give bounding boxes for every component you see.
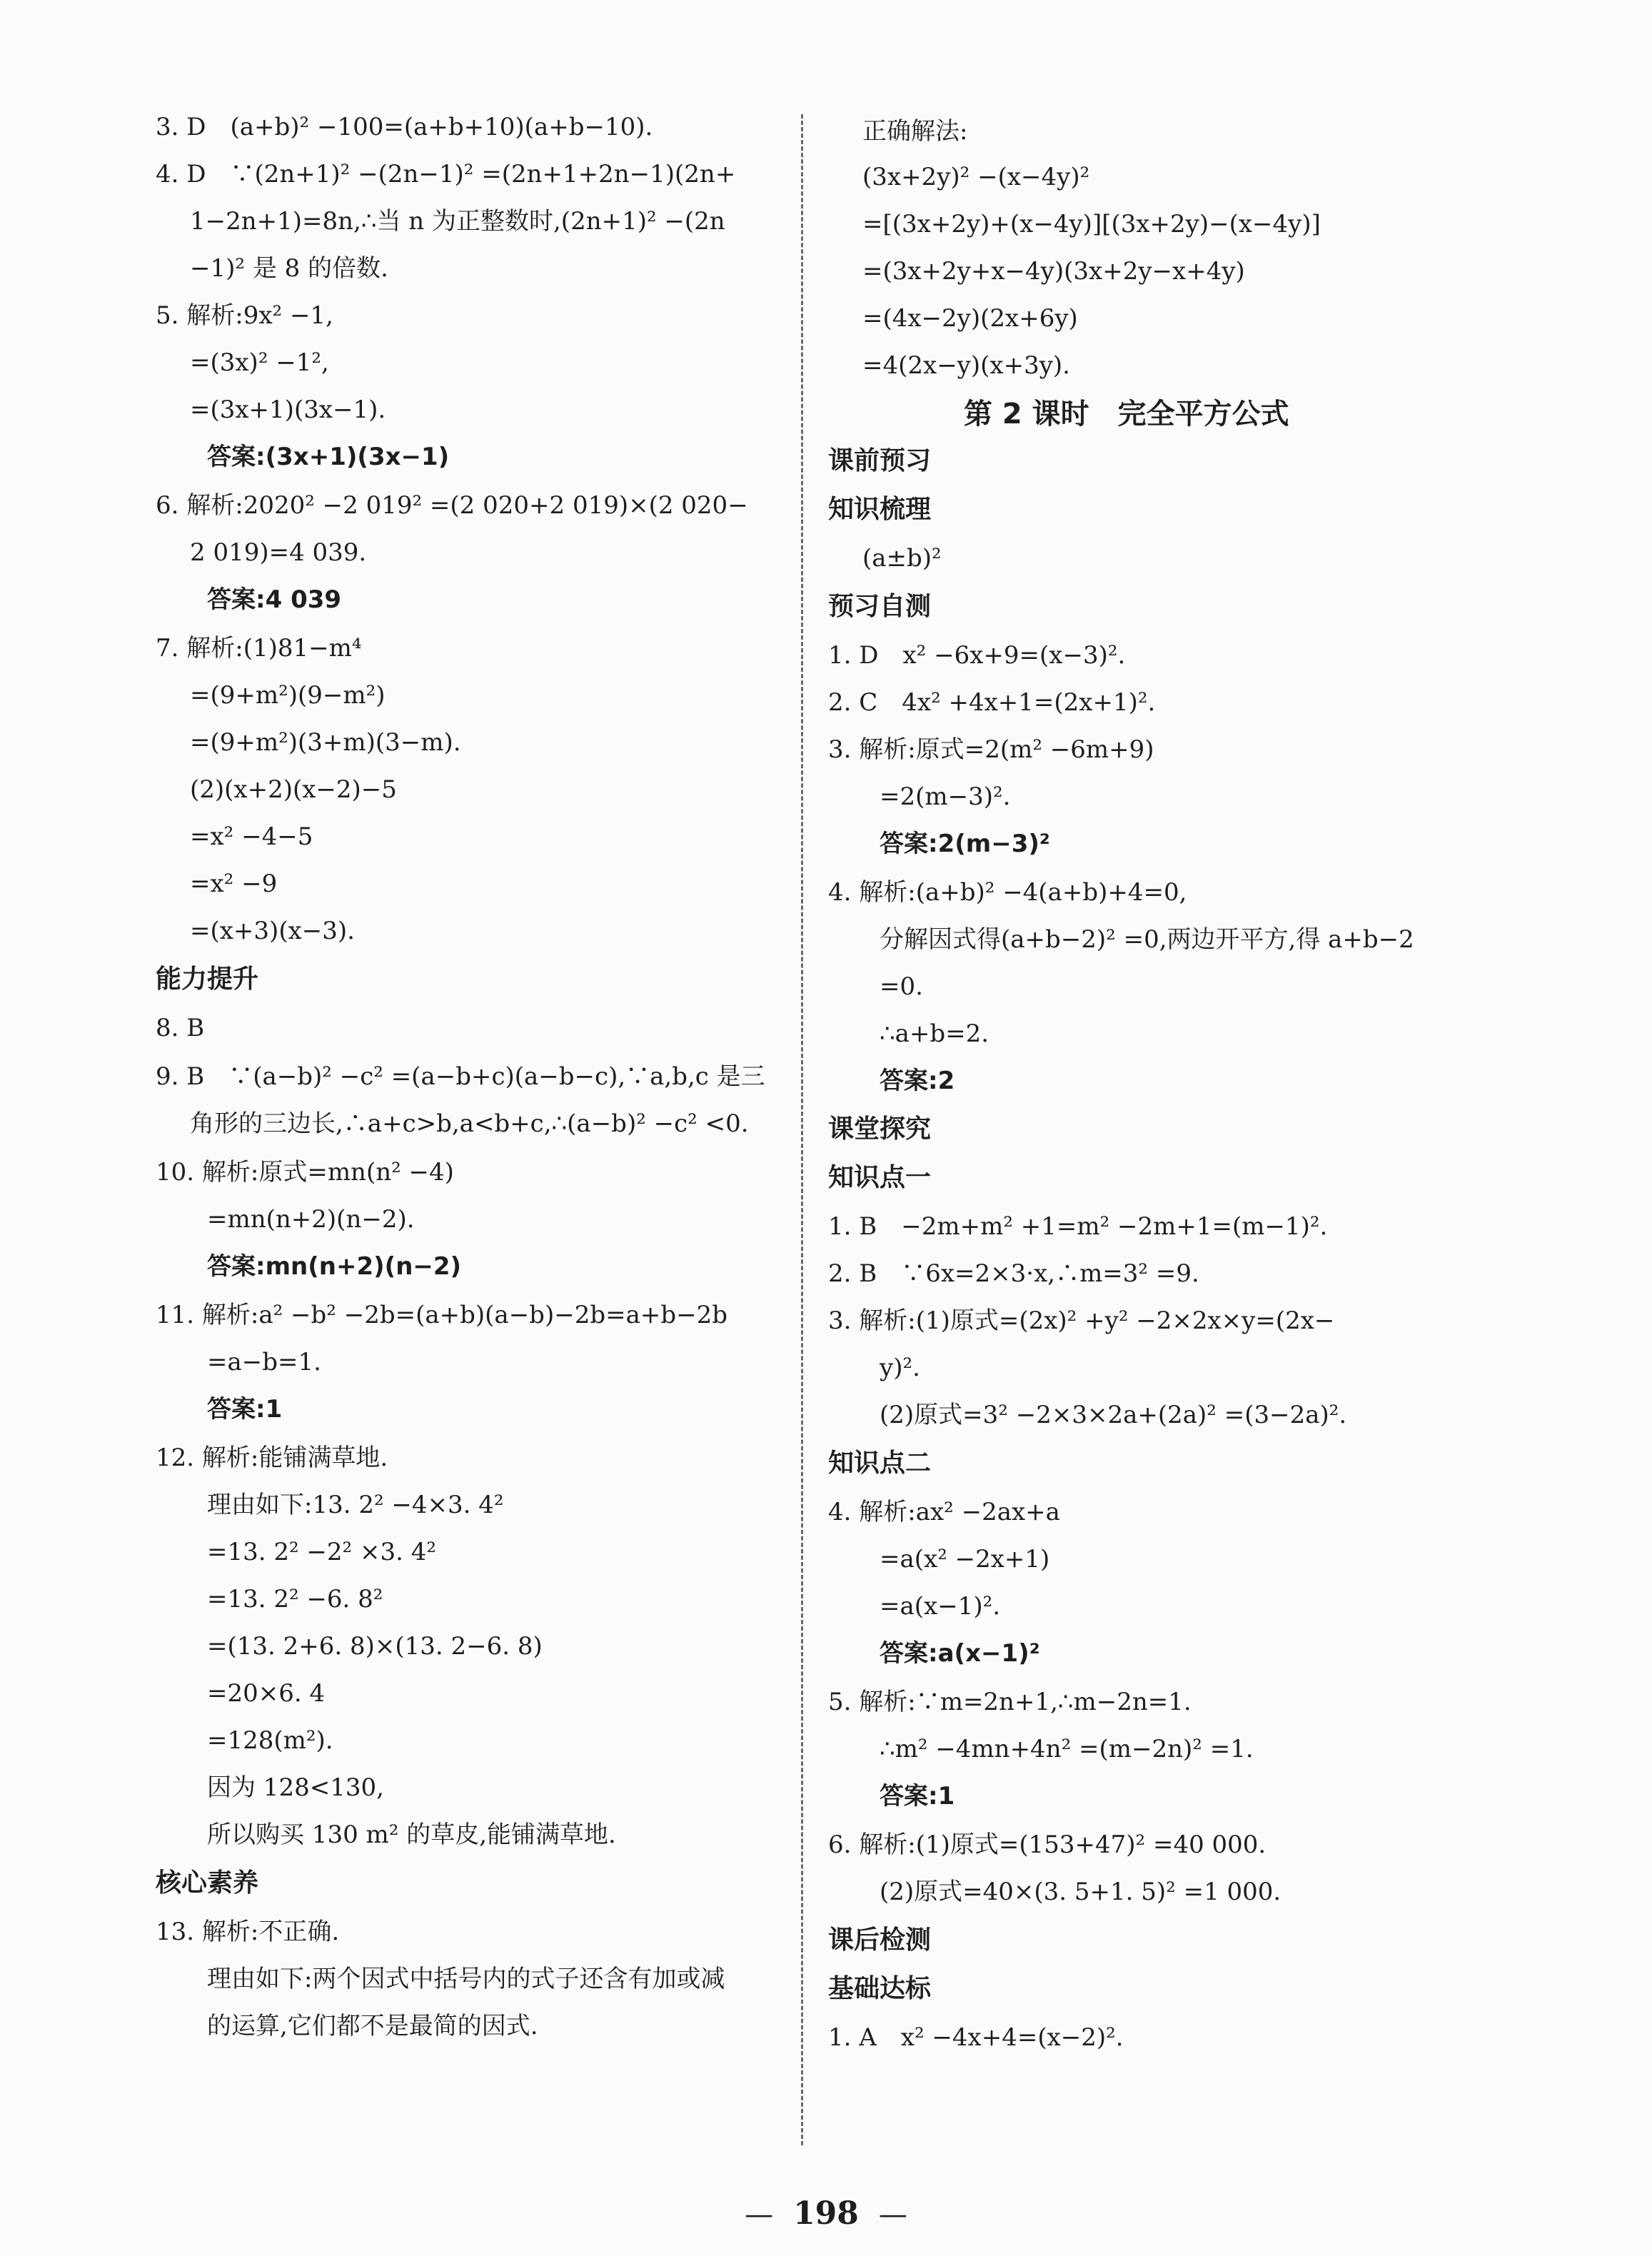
answer-line: 1. D x² −6x+9=(x−3)². (828, 641, 1126, 670)
answer-line: 6. 解析:(1)原式=(153+47)² =40 000. (828, 1831, 1266, 1859)
answer-line: 4. 解析:ax² −2ax+a (828, 1498, 1060, 1526)
footer-dash: — (745, 2198, 774, 2231)
answer-line: 因为 128<130, (207, 1773, 384, 1802)
answer-line: 答案:(3x+1)(3x−1) (207, 443, 450, 471)
answer-line: =128(m²). (207, 1726, 333, 1755)
answer-line: (2)原式=40×(3. 5+1. 5)² =1 000. (880, 1878, 1281, 1906)
section-heading: 核心素养 (156, 1868, 259, 1898)
answer-line: 4. 解析:(a+b)² −4(a+b)+4=0, (828, 878, 1187, 907)
answer-line: 2 019)=4 039. (190, 538, 367, 567)
answer-line: =20×6. 4 (207, 1679, 326, 1708)
answer-line: =0. (880, 972, 923, 1001)
answer-line: 1. A x² −4x+4=(x−2)². (828, 2023, 1124, 2052)
answer-line: =a−b=1. (207, 1348, 321, 1376)
answer-line: (3x+2y)² −(x−4y)² (862, 163, 1090, 191)
section-heading: 知识梳理 (828, 495, 932, 524)
lesson-title: 第 2 课时 完全平方公式 (964, 398, 1289, 430)
answer-line: 3. D (a+b)² −100=(a+b+10)(a+b−10). (156, 113, 653, 141)
page-number: 198 (793, 2195, 859, 2232)
answer-line: ∴a+b=2. (880, 1019, 989, 1048)
answer-line: 答案:mn(n+2)(n−2) (207, 1252, 462, 1281)
answer-line: 5. 解析:9x² −1, (156, 301, 333, 330)
answer-line: =13. 2² −2² ×3. 4² (207, 1538, 436, 1566)
answer-line: 5. 解析:∵m=2n+1,∴m−2n=1. (828, 1688, 1192, 1716)
answer-line: 答案:4 039 (207, 585, 342, 614)
answer-line: =mn(n+2)(n−2). (207, 1205, 415, 1234)
answer-line: 9. B ∵(a−b)² −c² =(a−b+c)(a−b−c),∵a,b,c 是三 (156, 1062, 765, 1091)
answer-line: =(3x+2y+x−4y)(3x+2y−x+4y) (862, 257, 1245, 286)
answer-line: 理由如下:13. 2² −4×3. 4² (207, 1491, 504, 1519)
answer-line: =13. 2² −6. 8² (207, 1585, 383, 1613)
answer-line: 所以购买 130 m² 的草皮,能铺满草地. (207, 1821, 616, 1849)
answer-line: 理由如下:两个因式中括号内的式子还含有加或减 (207, 1965, 725, 1993)
answer-line: 6. 解析:2020² −2 019² =(2 020+2 019)×(2 020− (156, 491, 748, 520)
answer-line: 8. B (156, 1014, 205, 1042)
answer-line: =(4x−2y)(2x+6y) (862, 304, 1078, 333)
answer-line: 3. 解析:(1)原式=(2x)² +y² −2×2x×y=(2x− (828, 1306, 1335, 1335)
section-heading: 课堂探究 (828, 1114, 932, 1144)
section-heading: 知识点一 (828, 1163, 932, 1192)
answer-line: ∴m² −4mn+4n² =(m−2n)² =1. (880, 1735, 1254, 1763)
answer-line: 1−2n+1)=8n,∴当 n 为正整数时,(2n+1)² −(2n (190, 207, 725, 236)
section-heading: 课后检测 (828, 1925, 932, 1955)
answer-line: 答案:a(x−1)² (880, 1639, 1040, 1668)
answer-line: 分解因式得(a+b−2)² =0,两边开平方,得 a+b−2 (880, 925, 1414, 954)
section-heading: 预习自测 (828, 592, 932, 621)
answer-line: (a±b)² (862, 544, 942, 573)
answer-line: =(13. 2+6. 8)×(13. 2−6. 8) (207, 1632, 543, 1661)
answer-line: 正确解法: (862, 117, 968, 146)
answer-line: (2)原式=3² −2×3×2a+(2a)² =(3−2a)². (880, 1401, 1347, 1429)
page-footer (0, 2195, 1652, 2232)
answer-line: =(3x+1)(3x−1). (190, 396, 386, 424)
footer-dash: — (878, 2198, 907, 2231)
answer-line: 3. 解析:原式=2(m² −6m+9) (828, 735, 1154, 764)
answer-line: 2. B ∵6x=2×3·x,∴m=3² =9. (828, 1259, 1199, 1288)
column-divider (801, 114, 803, 2145)
answer-line: =a(x−1)². (880, 1592, 1001, 1621)
answer-line: 答案:2 (880, 1067, 955, 1095)
section-heading: 课前预习 (828, 446, 932, 475)
answer-line: 的运算,它们都不是最简的因式. (207, 2012, 538, 2040)
answer-line: 2. C 4x² +4x+1=(2x+1)². (828, 688, 1156, 717)
answer-line: =a(x² −2x+1) (880, 1545, 1050, 1573)
section-heading: 知识点二 (828, 1449, 932, 1478)
answer-line: 4. D ∵(2n+1)² −(2n−1)² =(2n+1+2n−1)(2n+ (156, 160, 736, 188)
answer-line: =(9+m²)(3+m)(3−m). (190, 728, 461, 757)
section-heading: 基础达标 (828, 1974, 932, 2003)
section-heading: 能力提升 (156, 965, 259, 994)
answer-line: 10. 解析:原式=mn(n² −4) (156, 1158, 454, 1187)
answer-line: =(3x)² −1², (190, 348, 329, 377)
answer-line: =4(2x−y)(x+3y). (862, 351, 1070, 380)
answer-line: y)². (880, 1354, 920, 1382)
answer-line: 1. B −2m+m² +1=m² −2m+1=(m−1)². (828, 1212, 1328, 1241)
answer-line: =x² −9 (190, 870, 278, 898)
answer-line: 13. 解析:不正确. (156, 1918, 340, 1946)
answer-line: 答案:2(m−3)² (880, 830, 1050, 858)
answer-line: −1)² 是 8 的倍数. (190, 254, 388, 283)
answer-line: 7. 解析:(1)81−m⁴ (156, 634, 362, 663)
answer-line: (2)(x+2)(x−2)−5 (190, 775, 397, 804)
answer-line: 12. 解析:能铺满草地. (156, 1444, 388, 1472)
answer-line: 11. 解析:a² −b² −2b=(a+b)(a−b)−2b=a+b−2b (156, 1301, 727, 1329)
answer-line: =[(3x+2y)+(x−4y)][(3x+2y)−(x−4y)] (862, 210, 1321, 238)
answer-line: =(x+3)(x−3). (190, 917, 355, 945)
answer-line: 角形的三边长,∴a+c>b,a<b+c,∴(a−b)² −c² <0. (190, 1109, 749, 1138)
answer-line: 答案:1 (880, 1782, 955, 1811)
answer-line: 答案:1 (207, 1395, 283, 1424)
answer-line: =2(m−3)². (880, 782, 1011, 811)
answer-line: =(9+m²)(9−m²) (190, 681, 386, 710)
answer-line: =x² −4−5 (190, 822, 313, 851)
